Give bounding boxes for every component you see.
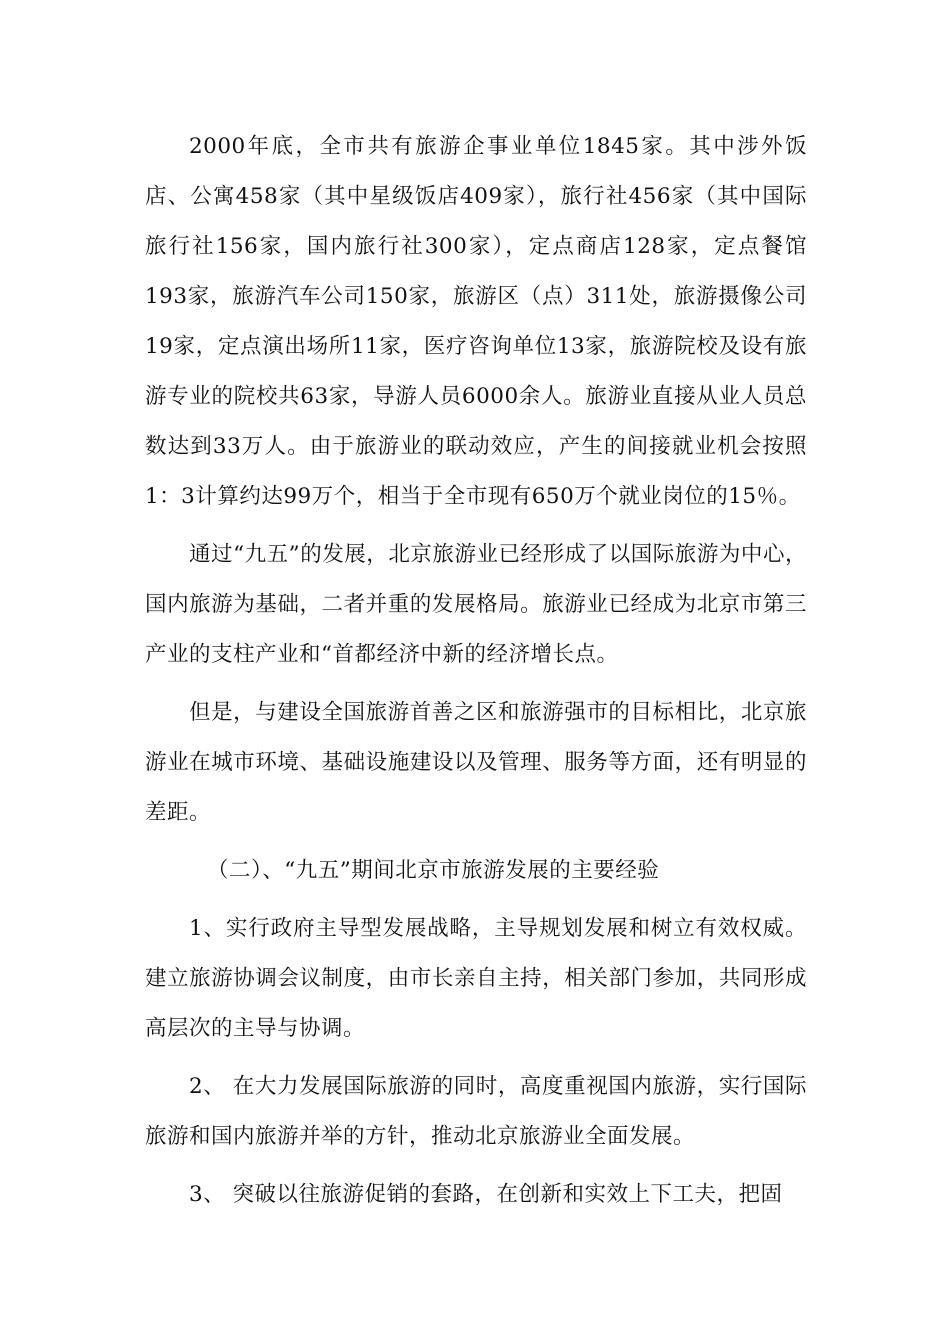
- document-body: [145, 122, 807, 1228]
- numbered-item-3: 3、 突破以往旅游促销的套路，在创新和实效上下工夫，把固: [189, 1182, 783, 1207]
- numbered-item-1: 1、实行政府主导型发展战略，主导规划发展和树立有效权威。建立旅游协调会议制度，由市长亲自主持，相关部门参加，共同形成高层次的主导与协调。: [145, 916, 807, 1041]
- paragraph-statistics: 2000年底，全市共有旅游企事业单位1845家。其中涉外饭店、公寓458家（其中星级饭店409家），旅行社456家（其中国际旅行社156家，国内旅行社300家），定点商店128家，定点餐馆193家，旅游汽车公司150家，旅游区（点）311处，旅游摄像公司19家，定点演出场所11家，医疗咨询单位13家，旅游院校及设有旅游专业的院校共63家，导游人员6000余人。旅游业直接从业人员总数达到33万人。由于旅游业的联动效应，产生的间接就业机会按照1：3计算约达99万个，相当于全市现有650万个就业岗位的15％。: [145, 134, 807, 509]
- section-heading: （二）、“九五”期间北京市旅游发展的主要经验: [207, 858, 660, 883]
- paragraph-development-pattern: 通过“九五”的发展，北京旅游业已经形成了以国际旅游为中心，国内旅游为基础，二者并重的发展格局。旅游业已经成为北京市第三产业的支柱产业和“首都经济中新的经济增长点。: [145, 542, 807, 667]
- paragraph-gaps: 但是，与建设全国旅游首善之区和旅游强市的目标相比，北京旅游业在城市环境、基础设施建设以及管理、服务等方面，还有明显的差距。: [145, 700, 807, 825]
- numbered-item-2: 2、 在大力发展国际旅游的同时，高度重视国内旅游，实行国际旅游和国内旅游并举的方针，推动北京旅游业全面发展。: [145, 1074, 807, 1149]
